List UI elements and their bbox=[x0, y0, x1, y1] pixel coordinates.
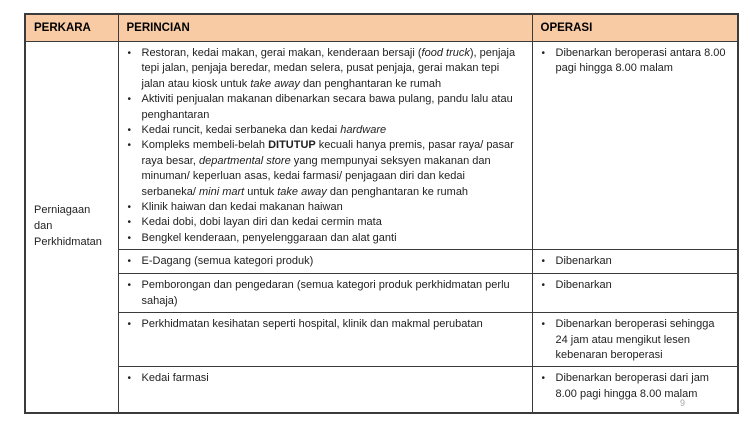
regulations-table bbox=[24, 13, 739, 414]
list-item-text: E-Dagang (semua kategori produk) bbox=[141, 255, 314, 268]
list-item bbox=[533, 371, 728, 402]
bullet-icon: • bbox=[541, 280, 546, 292]
list-item bbox=[119, 371, 522, 386]
operasi-cell bbox=[532, 42, 738, 250]
list-item bbox=[119, 138, 522, 200]
list-item bbox=[119, 92, 522, 123]
list-item-text: Kedai farmasi bbox=[141, 372, 209, 385]
col-header-perkara: PERKARA bbox=[25, 14, 118, 42]
bullet-icon: • bbox=[127, 280, 132, 292]
bullet-icon: • bbox=[127, 217, 132, 229]
header-row bbox=[25, 14, 738, 42]
bullet-list bbox=[119, 274, 532, 312]
list-item bbox=[533, 254, 728, 269]
bullet-icon: • bbox=[127, 373, 132, 385]
list-item-text: Dibenarkan beroperasi sehingga 24 jam atau mengikut lesen kebenaran beroperasi bbox=[555, 318, 715, 361]
bullet-icon: • bbox=[541, 373, 546, 385]
list-item bbox=[119, 254, 522, 269]
list-item bbox=[119, 231, 522, 246]
bullet-list bbox=[533, 367, 738, 405]
list-item bbox=[119, 200, 522, 215]
perincian-cell bbox=[118, 250, 532, 274]
bullet-list bbox=[119, 367, 532, 389]
list-item-text: Dibenarkan beroperasi dari jam 8.00 pagi hingga 8.00 malam bbox=[555, 372, 709, 400]
perincian-cell bbox=[118, 367, 532, 413]
list-item-text: Perkhidmatan kesihatan seperti hospital, klinik dan makmal perubatan bbox=[141, 318, 483, 331]
bullet-list bbox=[533, 274, 738, 296]
bullet-icon: • bbox=[127, 256, 132, 268]
list-item bbox=[119, 317, 522, 332]
operasi-cell bbox=[532, 313, 738, 367]
perincian-cell bbox=[118, 274, 532, 313]
list-item-text: Pemborongan dan pengedaran (semua kategori produk perkhidmatan perlu sahaja) bbox=[141, 279, 510, 307]
list-item bbox=[119, 46, 522, 92]
list-item-text: Bengkel kenderaan, penyelenggaraan dan alat ganti bbox=[141, 231, 397, 244]
perkara-cell: Perniagaan dan Perkhidmatan bbox=[25, 42, 118, 413]
bullet-list bbox=[533, 313, 738, 366]
bullet-icon: • bbox=[541, 256, 546, 268]
bullet-icon: • bbox=[127, 48, 132, 59]
list-item-text: Dibenarkan bbox=[555, 279, 612, 292]
table-row bbox=[25, 250, 738, 274]
bullet-icon: • bbox=[127, 125, 132, 137]
bullet-icon: • bbox=[127, 202, 132, 214]
list-item bbox=[533, 278, 728, 293]
bullet-list bbox=[533, 42, 738, 80]
list-item bbox=[119, 278, 522, 309]
list-item bbox=[533, 317, 728, 363]
page-number: 9 bbox=[680, 398, 686, 408]
perincian-cell bbox=[118, 313, 532, 367]
list-item bbox=[533, 46, 728, 77]
list-item-text: Restoran, kedai makan, gerai makan, kenderaan bersaji (food truck), penjaja tepi jalan, penjaja beredar, medan selera, pusat penjaja, gerai makan tepi jalan atau kiosk untuk take away dan penghantaran ke rumah bbox=[141, 47, 516, 90]
operasi-cell bbox=[532, 250, 738, 274]
col-header-perincian: PERINCIAN bbox=[118, 14, 532, 42]
list-item-text: Kedai dobi, dobi layan diri dan kedai cermin mata bbox=[141, 216, 382, 229]
bullet-list bbox=[533, 250, 738, 272]
list-item bbox=[119, 215, 522, 230]
table-row bbox=[25, 313, 738, 367]
table-row bbox=[25, 274, 738, 313]
table-row bbox=[25, 367, 738, 413]
bullet-list bbox=[119, 250, 532, 272]
list-item-text: Dibenarkan beroperasi antara 8.00 pagi hingga 8.00 malam bbox=[555, 47, 726, 75]
table-row bbox=[25, 42, 738, 250]
perincian-cell bbox=[118, 42, 532, 250]
bullet-icon: • bbox=[127, 140, 132, 152]
bullet-list bbox=[119, 313, 532, 335]
list-item-text: Kompleks membeli-belah DITUTUP kecuali hanya premis, pasar raya/ pasar raya besar, departmental store yang mempunyai seksyen makanan dan minuman/ keperluan asas, kedai farmasi/ penjagaan diri dan kedai serbaneka/ mini mart untuk take away dan penghantaran ke rumah bbox=[141, 139, 514, 198]
bullet-icon: • bbox=[127, 232, 132, 244]
bullet-icon: • bbox=[127, 94, 132, 106]
list-item-text: Aktiviti penjualan makanan dibenarkan secara bawa pulang, pandu lalu atau penghantaran bbox=[141, 93, 513, 121]
bullet-icon: • bbox=[127, 319, 132, 331]
list-item-text: Dibenarkan bbox=[555, 255, 612, 268]
bullet-icon: • bbox=[541, 319, 546, 331]
operasi-cell bbox=[532, 367, 738, 413]
list-item bbox=[119, 123, 522, 138]
list-item-text: Klinik haiwan dan kedai makanan haiwan bbox=[141, 201, 343, 214]
bullet-list bbox=[119, 42, 532, 249]
bullet-icon: • bbox=[541, 48, 546, 59]
operasi-cell bbox=[532, 274, 738, 313]
col-header-operasi: OPERASI bbox=[532, 14, 738, 42]
list-item-text: Kedai runcit, kedai serbaneka dan kedai hardware bbox=[141, 124, 387, 137]
